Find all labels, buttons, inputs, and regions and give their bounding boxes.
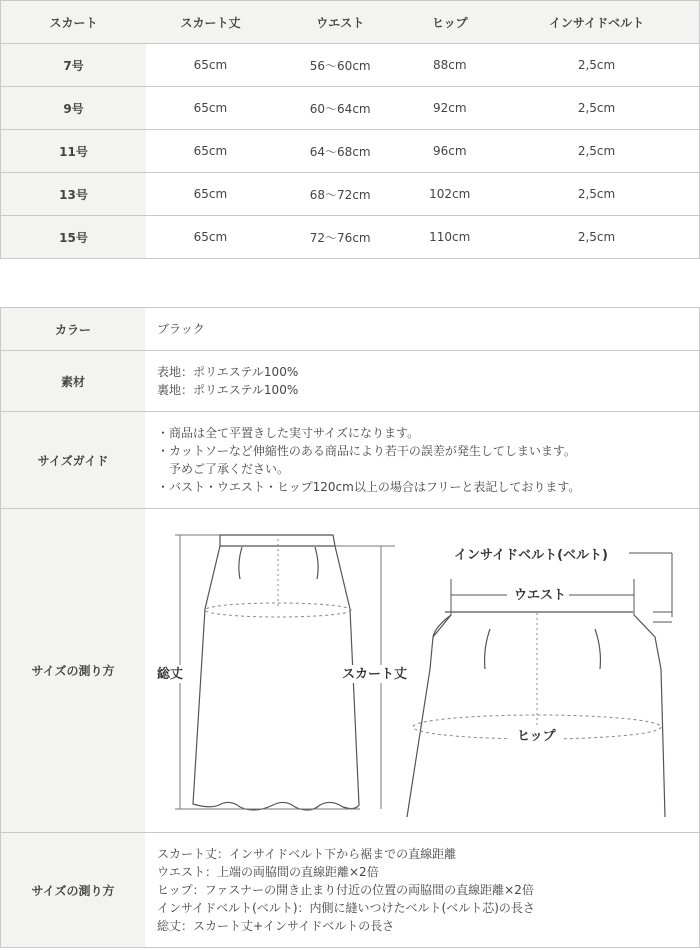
size-guide-row bbox=[1, 412, 700, 509]
size-guide-text bbox=[145, 412, 700, 509]
waist-cell: 56～60cm bbox=[275, 44, 406, 87]
product-info-table bbox=[0, 307, 700, 948]
material-value bbox=[145, 351, 700, 412]
measure-text-line: スカート丈：インサイドベルト下から裾までの直線距離 bbox=[157, 847, 457, 861]
skirt-length-label: スカート丈 bbox=[342, 667, 408, 682]
hip-label: ヒップ bbox=[517, 729, 556, 744]
belt-cell: 2,5cm bbox=[494, 173, 700, 216]
material-label: 素材 bbox=[1, 351, 146, 412]
waist-cell: 64～68cm bbox=[275, 130, 406, 173]
inside-belt-label: インサイドベルト(ベルト) bbox=[454, 548, 608, 563]
length-cell: 65cm bbox=[146, 216, 275, 259]
measure-text-line: 総丈：スカート丈+インサイドベルトの長さ bbox=[157, 919, 395, 933]
belt-cell: 2,5cm bbox=[494, 87, 700, 130]
header-size: スカート bbox=[1, 1, 147, 44]
header-skirt-length: スカート丈 bbox=[146, 1, 275, 44]
measure-text bbox=[145, 833, 700, 948]
table-row bbox=[1, 130, 700, 173]
size-guide-line: 予めご了承ください。 bbox=[169, 462, 290, 476]
measure-diagram-cell bbox=[145, 509, 700, 833]
waist-cell: 68～72cm bbox=[275, 173, 406, 216]
table-row bbox=[1, 87, 700, 130]
hip-cell: 92cm bbox=[406, 87, 494, 130]
waist-label: ウエスト bbox=[514, 588, 567, 603]
header-hip: ヒップ bbox=[406, 1, 494, 44]
waist-cell: 60～64cm bbox=[275, 87, 406, 130]
skirt-measure-diagram bbox=[145, 509, 699, 832]
right-skirt-illustration bbox=[407, 615, 665, 817]
size-label: 9号 bbox=[1, 87, 147, 130]
waist-cell: 72～76cm bbox=[275, 216, 406, 259]
length-cell: 65cm bbox=[146, 87, 275, 130]
size-guide-line: ・商品は全て平置きした実寸サイズになります。 bbox=[157, 426, 420, 440]
hip-cell: 102cm bbox=[406, 173, 494, 216]
header-waist: ウエスト bbox=[275, 1, 406, 44]
size-guide-label: サイズガイド bbox=[1, 412, 146, 509]
left-skirt-illustration bbox=[193, 535, 359, 810]
length-cell: 65cm bbox=[146, 44, 275, 87]
material-line: 表地：ポリエステル100% bbox=[157, 365, 299, 379]
belt-cell: 2,5cm bbox=[494, 216, 700, 259]
color-value: ブラック bbox=[145, 308, 700, 351]
color-label: カラー bbox=[1, 308, 146, 351]
size-table bbox=[0, 0, 700, 259]
size-table-header-row bbox=[1, 1, 700, 44]
total-length-label: 総丈 bbox=[157, 667, 184, 682]
size-guide-line: ・カットソーなど伸縮性のある商品により若干の誤差が発生してしまいます。 bbox=[157, 444, 576, 458]
length-cell: 65cm bbox=[146, 173, 275, 216]
measure-text-line: インサイドベルト(ベルト)：内側に縫いつけたベルト(ベルト芯)の長さ bbox=[157, 901, 535, 915]
measure-text-row bbox=[1, 833, 700, 948]
table-row bbox=[1, 44, 700, 87]
hip-cell: 88cm bbox=[406, 44, 494, 87]
color-row bbox=[1, 308, 700, 351]
material-row bbox=[1, 351, 700, 412]
table-row bbox=[1, 173, 700, 216]
size-guide-line: ・バスト・ウエスト・ヒップ120cm以上の場合はフリーと表記しております。 bbox=[157, 480, 581, 494]
measure-diagram-row bbox=[1, 509, 700, 833]
material-line: 裏地：ポリエステル100% bbox=[157, 383, 299, 397]
belt-cell: 2,5cm bbox=[494, 44, 700, 87]
size-label: 13号 bbox=[1, 173, 147, 216]
measure-text-line: ヒップ：ファスナーの開き止まり付近の位置の両脇間の直線距離×2倍 bbox=[157, 883, 534, 897]
hip-cell: 110cm bbox=[406, 216, 494, 259]
header-inside-belt: インサイドベルト bbox=[494, 1, 700, 44]
measure-diagram-label: サイズの測り方 bbox=[1, 509, 146, 833]
length-cell: 65cm bbox=[146, 130, 275, 173]
size-label: 15号 bbox=[1, 216, 147, 259]
table-row bbox=[1, 216, 700, 259]
belt-cell: 2,5cm bbox=[494, 130, 700, 173]
measure-text-label: サイズの測り方 bbox=[1, 833, 146, 948]
measure-text-line: ウエスト：上端の両脇間の直線距離×2倍 bbox=[157, 865, 379, 879]
size-label: 11号 bbox=[1, 130, 147, 173]
hip-cell: 96cm bbox=[406, 130, 494, 173]
size-label: 7号 bbox=[1, 44, 147, 87]
